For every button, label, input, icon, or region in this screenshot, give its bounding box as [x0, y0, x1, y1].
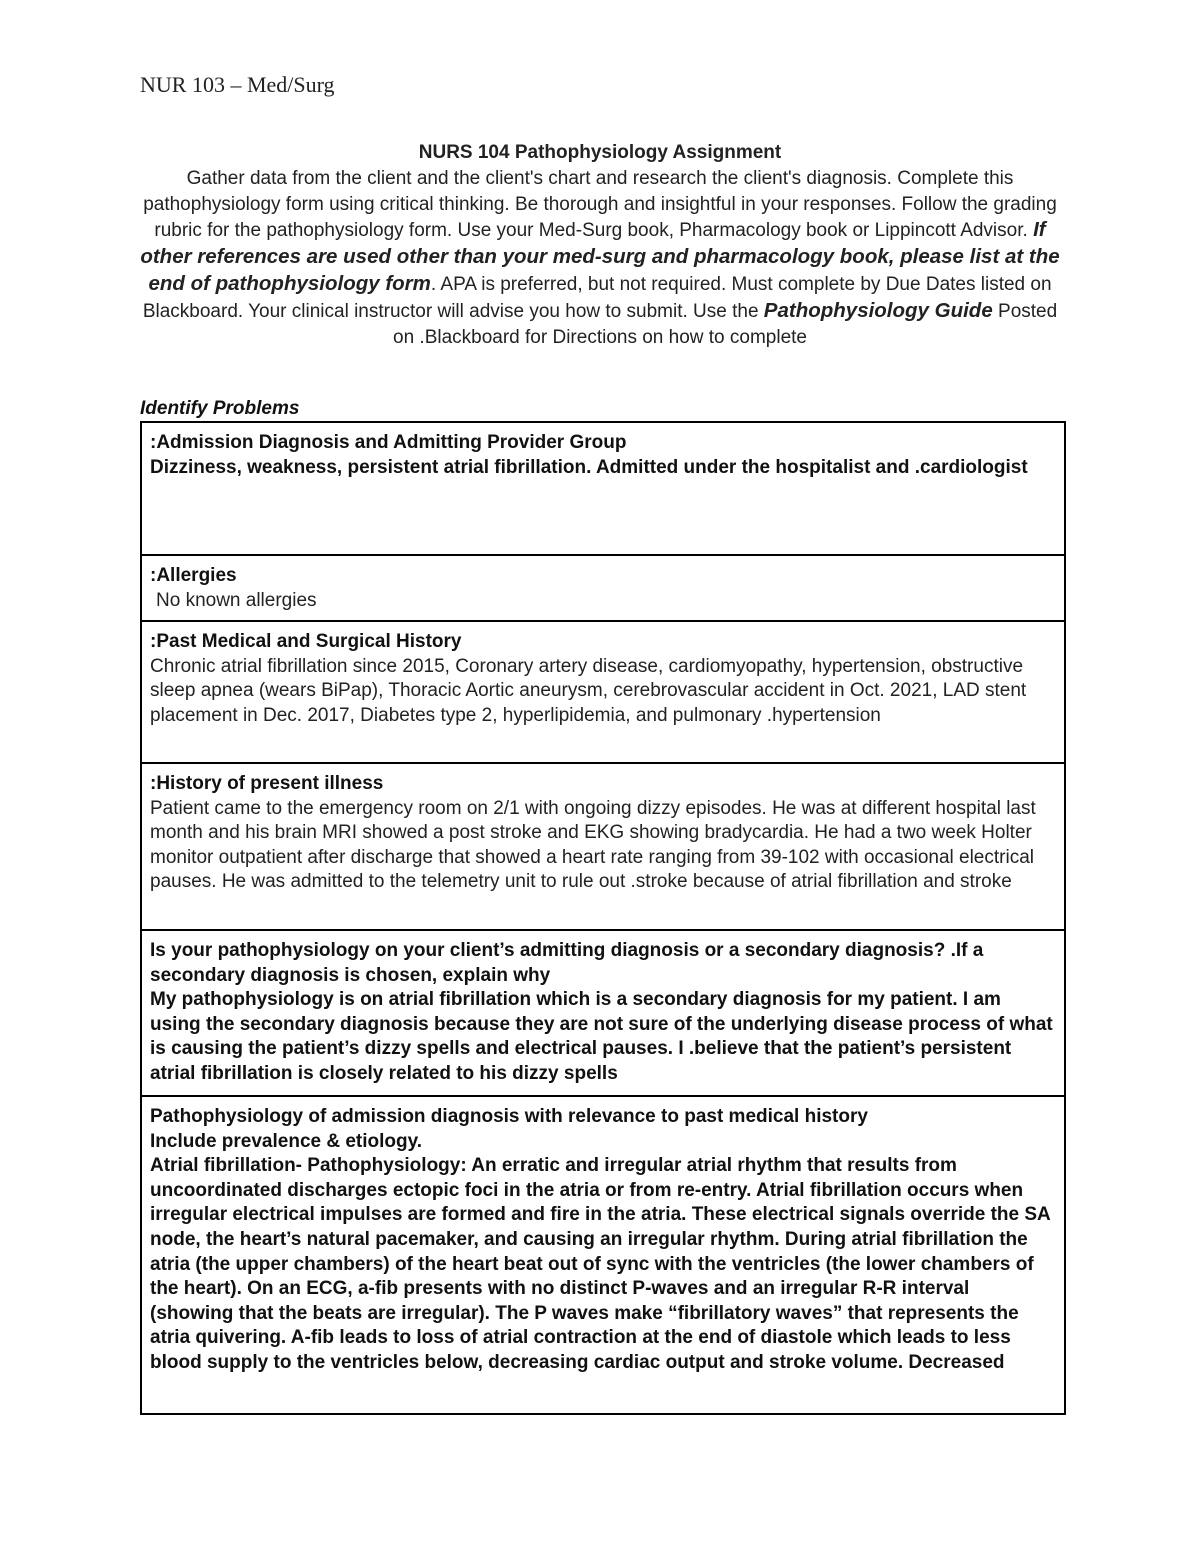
assignment-instructions [140, 140, 1060, 350]
admission-text: Dizziness, weakness, persistent atrial fibrillation. Admitted under the hospitalist and .cardiologist [150, 456, 1028, 478]
pathophysiology-heading: Pathophysiology of admission diagnosis with relevance to past medical history [150, 1106, 868, 1127]
present-illness-text: Patient came to the emergency room on 2/1 with ongoing dizzy episodes. He was at different hospital last month and his brain MRI showed a post stroke and EKG showing bradycardia. He had a two week Holter monitor outpatient after discharge that showed a heart rate ranging from 39-102 with occasional electrical pauses. He was admitted to the telemetry unit to rule out .stroke because of atrial fibrillation and stroke [150, 797, 1036, 893]
allergies-heading: :Allergies [150, 565, 237, 586]
course-header: NUR 103 – Med/Surg [140, 72, 335, 97]
admission-cell [142, 423, 1064, 556]
references-note: If other references are used other than your med-surg and pharmacology book, please list at the end of pathophysiology form [140, 218, 1060, 295]
pathophysiology-text: Atrial fibrillation- Pathophysiology: An erratic and irregular atrial rhythm that results from uncoordinated discharges ectopic foci in the atria or from re-entry. Atrial fibrillation occurs when irregular electrical impulses are formed and fire in the atria. These electrical signals override the SA node, the heart’s natural pacemaker, and causing an irregular rhythm. During atrial fibrillation the atria (the upper chambers) of the heart beat out of sync with the ventricles (the lower chambers of the heart). On an ECG, a-fib presents with no distinct P-waves and an irregular R-R interval (showing that the beats are irregular). The P waves make “fibrillatory waves” that represents the atria quivering. A-fib leads to loss of atrial contraction at the end of diastole which leads to less blood supply to the ventricles below, decreasing cardiac output and stroke volume. Decreased [150, 1155, 1051, 1373]
assignment-title: NURS 104 Pathophysiology Assignment [418, 142, 782, 163]
problems-table [140, 421, 1066, 1415]
section-label: Identify Problems [140, 398, 300, 419]
allergies-cell [142, 556, 1064, 622]
pathophysiology-subheading: Include prevalence & etiology. [150, 1130, 423, 1152]
diagnosis-choice-cell [142, 931, 1064, 1097]
past-history-heading: :Past Medical and Surgical History [150, 631, 462, 652]
closing-note: Posted on .Blackboard for Directions on how to complete [393, 300, 1058, 348]
allergies-text: No known allergies [156, 589, 317, 611]
pathophysiology-cell [142, 1097, 1064, 1413]
present-illness-cell [142, 764, 1064, 931]
past-history-cell [142, 622, 1064, 764]
diagnosis-choice-question: Is your pathophysiology on your client’s admitting diagnosis or a secondary diagnosis? .If a secondary diagnosis is chosen, explain why [150, 940, 984, 986]
present-illness-heading: :History of present illness [150, 773, 384, 794]
guide-name: Pathophysiology Guide [763, 298, 993, 322]
past-history-text: Chronic atrial fibrillation since 2015, Coronary artery disease, cardiomyopathy, hypertension, obstructive sleep apnea (wears BiPap), Thoracic Aortic aneurysm, cerebrovascular accident in Oct. 2021, LAD stent placement in Dec. 2017, Diabetes type 2, hyperlipidemia, and pulmonary .hypertension [150, 655, 1027, 726]
diagnosis-choice-answer: My pathophysiology is on atrial fibrillation which is a secondary diagnosis for my patient. I am using the secondary diagnosis because they are not sure of the underlying disease process of what is causing the patient’s dizzy spells and electrical pauses. I .believe that the patient’s persistent atrial fibrillation is closely related to his dizzy spells [150, 989, 1053, 1084]
apa-note: . APA is preferred, but not required. Must complete by Due Dates listed on Blackboard. Your clinical instructor will advise you how to submit. Use the [142, 273, 1052, 322]
admission-heading: :Admission Diagnosis and Admitting Provider Group [150, 432, 627, 453]
assignment-intro: Gather data from the client and the client's chart and research the client's diagnosis. Complete this pathophysiology form using critical thinking. Be thorough and insightful in your responses. Follow the grading rubric for the pathophysiology form. Use your Med-Surg book, Pharmacology book or Lippincott Advisor. [143, 167, 1057, 242]
